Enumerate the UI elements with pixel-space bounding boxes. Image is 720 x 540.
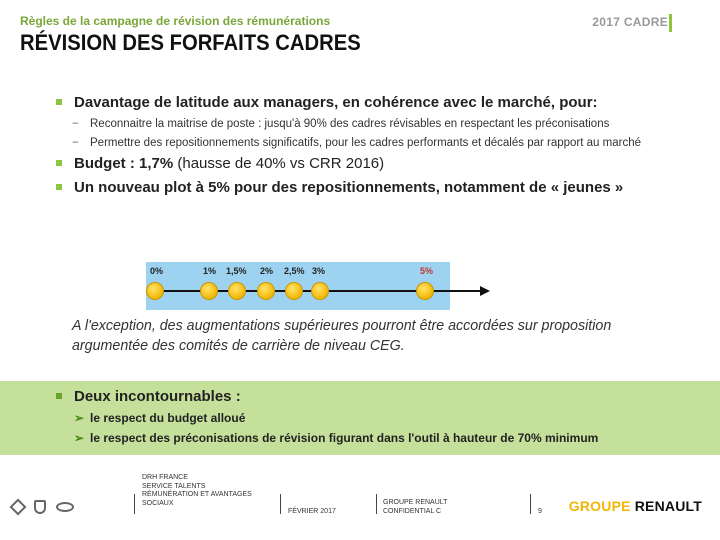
footer-department bbox=[142, 474, 252, 508]
footer-dept-line4: SOCIAUX bbox=[142, 499, 174, 507]
page-title: RÉVISION DES FORFAITS CADRES bbox=[20, 30, 361, 55]
incontournable-item-preconisations-text: le respect des préconisations de révision figurant dans l'outil à hauteur de 70% minimum bbox=[90, 431, 599, 445]
timeline-dot-1 bbox=[200, 282, 218, 300]
timeline-dot-0 bbox=[146, 282, 164, 300]
bullet-nouveau-plot bbox=[56, 179, 676, 197]
bullet-square-icon bbox=[56, 393, 62, 399]
footer-dept-line2: SERVICE TALENTS bbox=[142, 482, 206, 490]
timeline-dot-1-5 bbox=[228, 282, 246, 300]
sub-bullet-repositionnement-text: Permettre des repositionnements significatifs, pour les cadres performants et décalés par rapport au marché bbox=[90, 137, 641, 149]
timeline-label-3: 3% bbox=[312, 266, 326, 276]
timeline-arrow-icon bbox=[480, 286, 490, 296]
bullet-budget-bold: Budget : 1,7% bbox=[74, 155, 174, 172]
timeline-dot-5 bbox=[416, 282, 434, 300]
page-number: 9 bbox=[538, 508, 542, 515]
sub-bullet-maitrise bbox=[56, 116, 676, 132]
timeline-dot-2-5 bbox=[285, 282, 303, 300]
arrow-right-icon: ➢ bbox=[74, 411, 85, 425]
incontournables-content bbox=[56, 388, 598, 446]
renault-diamond-icon bbox=[10, 499, 27, 516]
timeline-label-0: 0% bbox=[150, 266, 164, 276]
bullet-square-icon bbox=[56, 184, 62, 190]
footer bbox=[0, 470, 720, 540]
bullet-square-icon bbox=[56, 160, 62, 166]
timeline-label-2: 2% bbox=[260, 266, 274, 276]
timeline-label-5: 5% bbox=[420, 266, 434, 276]
bullet-latitude bbox=[56, 94, 676, 112]
header-right-label: 2017 CADRE bbox=[592, 15, 668, 29]
bullet-square-icon bbox=[56, 99, 62, 105]
bullet-nouveau-plot-text: Un nouveau plot à 5% pour des repositionnements, notamment de « jeunes » bbox=[74, 179, 624, 196]
timeline-label-1: 1% bbox=[203, 266, 217, 276]
incontournables-title bbox=[56, 388, 598, 406]
brand-renault: RENAULT bbox=[630, 498, 702, 514]
bullet-latitude-text: Davantage de latitude aux managers, en cohérence avec le marché, pour: bbox=[74, 94, 598, 111]
footer-dept-line3: RÉMUNÉRATION ET AVANTAGES bbox=[142, 491, 252, 498]
brand-groupe: GROUPE bbox=[568, 498, 631, 514]
arrow-right-icon: ➢ bbox=[74, 431, 85, 445]
footer-conf-line2: CONFIDENTIAL C bbox=[383, 507, 442, 515]
footer-sep-3 bbox=[376, 494, 377, 514]
footer-sep-2 bbox=[280, 494, 281, 514]
bullet-budget-rest: (hausse de 40% vs CRR 2016) bbox=[173, 155, 385, 172]
timeline-dot-2 bbox=[257, 282, 275, 300]
sub-bullet-maitrise-text: Reconnaitre la maitrise de poste : jusqu'à 90% des cadres révisables en respectant les préconisations bbox=[90, 118, 610, 130]
header-accent-bar bbox=[669, 14, 672, 32]
groupe-renault-logo bbox=[569, 498, 702, 514]
dacia-shield-icon bbox=[34, 500, 46, 514]
footer-confidential bbox=[383, 499, 447, 516]
footer-sep-1 bbox=[134, 494, 135, 514]
footer-dept-line1: DRH FRANCE bbox=[142, 474, 188, 481]
timeline-label-2-5: 2,5% bbox=[284, 266, 305, 276]
footer-sep-4 bbox=[530, 494, 531, 514]
incontournable-item-budget-text: le respect du budget alloué bbox=[90, 411, 246, 425]
content bbox=[56, 94, 676, 201]
bullet-budget bbox=[56, 155, 676, 173]
dash-icon: − bbox=[72, 137, 79, 149]
incontournables-title-text: Deux incontournables : bbox=[74, 388, 241, 405]
dash-icon: − bbox=[72, 118, 79, 130]
brand-logos bbox=[12, 500, 74, 514]
footer-date: FÉVRIER 2017 bbox=[288, 508, 336, 515]
sub-bullet-repositionnement bbox=[56, 135, 676, 151]
timeline-label-1-5: 1,5% bbox=[226, 266, 247, 276]
exception-text: A l'exception, des augmentations supérieures pourront être accordées sur proposition argumentée des comités de carrière de niveau CEG. bbox=[72, 317, 612, 354]
incontournable-item-budget bbox=[56, 411, 598, 426]
header-tag: Règles de la campagne de révision des rémunérations bbox=[20, 14, 331, 28]
timeline-dot-3 bbox=[311, 282, 329, 300]
samsung-oval-icon bbox=[56, 502, 74, 512]
incontournable-item-preconisations bbox=[56, 431, 598, 446]
footer-conf-line1: GROUPE RENAULT bbox=[383, 499, 448, 506]
